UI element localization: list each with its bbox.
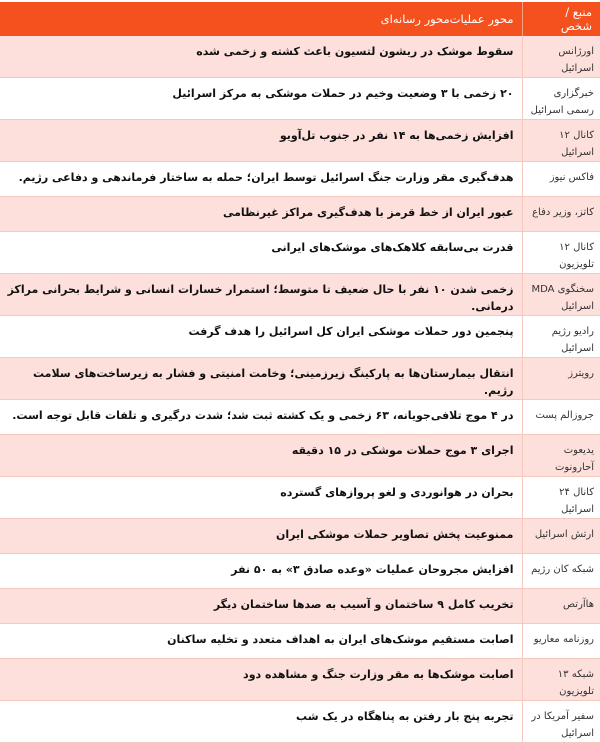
focus-cell: افزایش مجروحان عملیات «وعده صادق ۳» به ۵۰ نفر	[0, 554, 522, 589]
focus-cell: پنجمین دور حملات موشکی ایران کل اسرائیل را هدف گرفت	[0, 316, 522, 358]
source-cell: یدیعوت آحارونوت	[522, 435, 600, 477]
source-cell: ارتش اسرائیل	[522, 519, 600, 554]
focus-cell: اجرای ۳ موج حملات موشکی در ۱۵ دقیقه	[0, 435, 522, 477]
focus-cell: سقوط موشک در ریشون لتسیون باعث کشته و زخمی شده	[0, 36, 522, 78]
table-row	[0, 232, 600, 274]
table-row	[0, 589, 600, 624]
table-row	[0, 435, 600, 477]
source-cell: فاکس نیوز	[522, 162, 600, 197]
table-row	[0, 316, 600, 358]
focus-cell: ۲۰ زخمی با ۳ وضعیت وخیم در حملات موشکی به مرکز اسرائیل	[0, 78, 522, 120]
table-row	[0, 400, 600, 435]
table-row	[0, 624, 600, 659]
table-body	[0, 36, 600, 743]
source-cell: هاآرتص	[522, 589, 600, 624]
table-row	[0, 554, 600, 589]
focus-cell: عبور ایران از خط قرمز با هدف‌گیری مراکز غیرنظامی	[0, 197, 522, 232]
table-row	[0, 120, 600, 162]
source-cell: رویترز	[522, 358, 600, 400]
table-row	[0, 701, 600, 743]
focus-cell: ممنوعیت پخش تصاویر حملات موشکی ایران	[0, 519, 522, 554]
source-cell: رادیو رژیم اسرائیل	[522, 316, 600, 358]
source-cell: روزنامه معاریو	[522, 624, 600, 659]
table-row	[0, 78, 600, 120]
focus-cell: افزایش زخمی‌ها به ۱۴ نفر در جنوب تل‌آویو	[0, 120, 522, 162]
table-row	[0, 36, 600, 78]
table-row	[0, 477, 600, 519]
table-row	[0, 358, 600, 400]
table-row	[0, 274, 600, 316]
source-cell: اورژانس اسرائیل	[522, 36, 600, 78]
table-row	[0, 162, 600, 197]
focus-cell: اصابت مستقیم موشک‌های ایران به اهداف متعدد و تخلیه ساکنان	[0, 624, 522, 659]
focus-cell: تجربه پنج بار رفتن به پناهگاه در یک شب	[0, 701, 522, 743]
source-cell: شبکه ۱۳ تلویزیون	[522, 659, 600, 701]
source-cell: خبرگزاری رسمی اسرائیل	[522, 78, 600, 120]
focus-cell: زخمی شدن ۱۰ نفر با حال ضعیف تا متوسط؛ استمرار خسارات انسانی و شرایط بحرانی مراکز درمانی.	[0, 274, 522, 316]
focus-cell: انتقال بیمارستان‌ها به پارکینگ زیرزمینی؛ وخامت امنیتی و فشار به زیرساخت‌های سلامت رژیم.	[0, 358, 522, 400]
focus-cell: بحران در هوانوردی و لغو پروازهای گسترده	[0, 477, 522, 519]
table-row	[0, 519, 600, 554]
source-cell: کانال ۲۴ اسرائیل	[522, 477, 600, 519]
column-header-focus: محور عملیات‌محور رسانه‌ای	[0, 2, 522, 36]
source-cell: کاتز، وزیر دفاع	[522, 197, 600, 232]
focus-cell: اصابت موشک‌ها به مقر وزارت جنگ و مشاهده دود	[0, 659, 522, 701]
table-row	[0, 197, 600, 232]
source-cell: جروزالم پست	[522, 400, 600, 435]
source-cell: شبکه کان رژیم	[522, 554, 600, 589]
table-header	[0, 2, 600, 36]
header-row	[0, 2, 600, 36]
source-cell: کانال ۱۲ اسرائیل	[522, 120, 600, 162]
table-row	[0, 659, 600, 701]
column-header-source: منبع / شخص	[522, 2, 600, 36]
focus-cell: هدف‌گیری مقر وزارت جنگ اسرائیل توسط ایران؛ حمله به ساختار فرماندهی و دفاعی رژیم.	[0, 162, 522, 197]
source-cell: سخنگوی MDA اسرائیل	[522, 274, 600, 316]
source-cell: کانال ۱۲ تلویزیون	[522, 232, 600, 274]
focus-cell: در ۴ موج تلافی‌جویانه، ۶۳ زخمی و یک کشته ثبت شد؛ شدت درگیری و تلفات قابل توجه است.	[0, 400, 522, 435]
focus-cell: قدرت بی‌سابقه کلاهک‌های موشک‌های ایرانی	[0, 232, 522, 274]
source-cell: سفیر آمریکا در اسرائیل	[522, 701, 600, 743]
media-report-table	[0, 2, 600, 743]
focus-cell: تخریب کامل ۹ ساختمان و آسیب به صدها ساختمان دیگر	[0, 589, 522, 624]
